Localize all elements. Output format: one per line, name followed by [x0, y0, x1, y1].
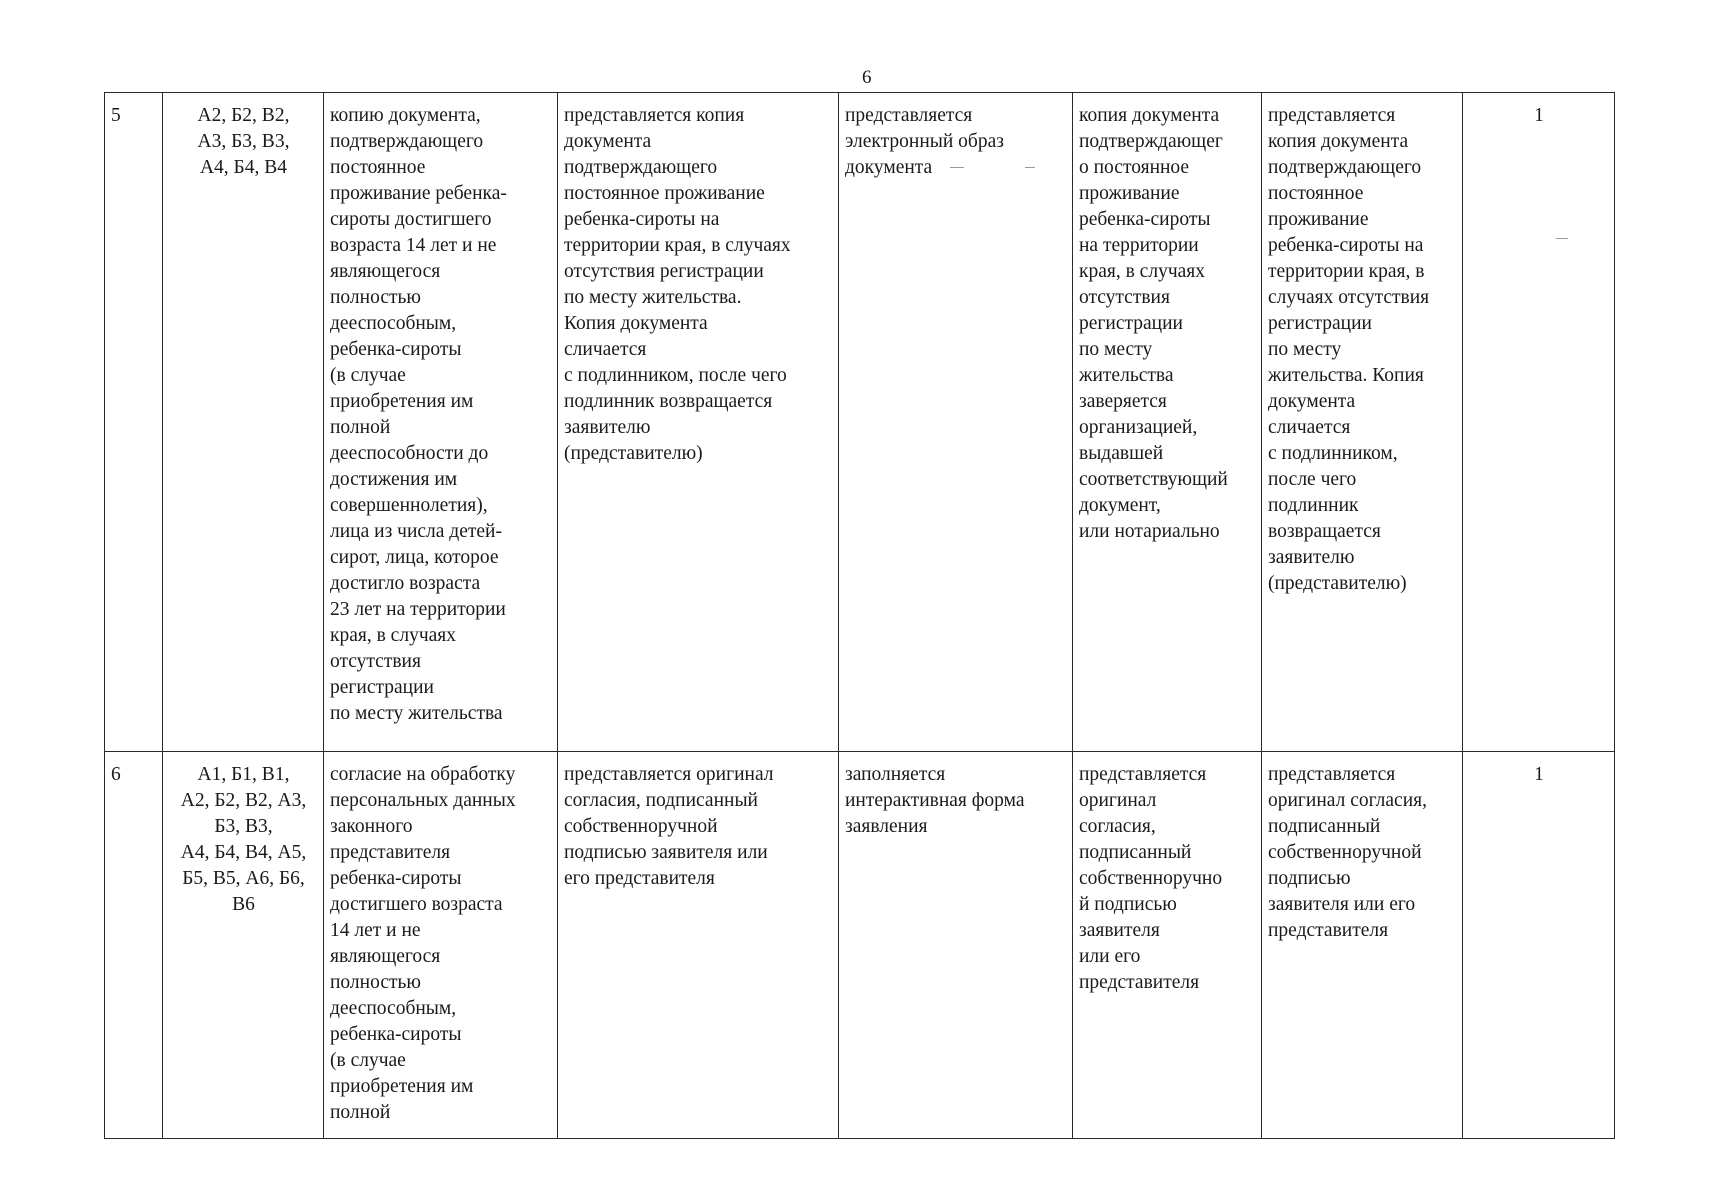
in-person-submission-cell	[558, 93, 839, 752]
electronic-submission: представляется электронный образ документа	[845, 105, 1004, 178]
scan-speck	[950, 167, 964, 168]
electronic-submission-cell	[839, 752, 1073, 1139]
row-number: 5	[111, 105, 121, 126]
document-name-cell	[324, 752, 558, 1139]
quantity-cell	[1463, 93, 1615, 752]
document-name: копию документа, подтверждающего постоянное проживание ребенка- сироты достигшего возраста 14 лет и не являющегося полностью дееспособным, ребенка-сироты (в случае приобретения им полной дееспособности до достижения им совершеннолетия), лица из числа детей- сирот, лица, которое достигло возраста 23 лет на территории края, в случаях отсутствия регистрации по месту жительства	[330, 105, 507, 724]
applicant-categories-cell	[163, 93, 324, 752]
mail-submission: представляется оригинал согласия, подписанный собственноручно й подписью заявителя или его представителя	[1079, 764, 1223, 993]
applicant-categories: A1, Б1, В1, A2, Б2, В2, A3, Б3, В3, A4, Б4, В4, A5, Б5, В5, A6, Б6, В6	[180, 764, 307, 915]
mail-submission-cell	[1073, 752, 1262, 1139]
mail-submission: копия документа подтверждающег о постоянное проживание ребенка-сироты на территории края, в случаях отсутствия регистрации по месту жительства заверяется организацией, выдавшей соответствующий документ, или нотариально	[1079, 105, 1228, 542]
row-number: 6	[111, 764, 121, 785]
quantity-cell	[1463, 752, 1615, 1139]
row-number-cell	[105, 752, 163, 1139]
document-name: согласие на обработку персональных данных законного представителя ребенка-сироты достигшего возраста 14 лет и не являющегося полностью дееспособным, ребенка-сироты (в случае приобретения им полной	[330, 764, 516, 1123]
applicant-categories: A2, Б2, В2, A3, Б3, В3, A4, Б4, В4	[197, 105, 290, 178]
document-name-cell	[324, 93, 558, 752]
mfc-submission: представляется копия документа подтверждающего постоянное проживание ребенка-сироты на территории края, в случаях отсутствия регистрации по месту жительства. Копия документа сличается с подлинником, после чего подлинник возвращается заявителю (представителю)	[1268, 105, 1430, 594]
mfc-submission-cell	[1262, 752, 1463, 1139]
scan-speck	[1556, 238, 1568, 239]
in-person-submission-cell	[558, 752, 839, 1139]
in-person-submission: представляется копия документа подтверждающего постоянное проживание ребенка-сироты на территории края, в случаях отсутствия регистрации по месту жительства. Копия документа сличается с подлинником, после чего подлинник возвращается заявителю (представителю)	[564, 105, 791, 464]
row-number-cell	[105, 93, 163, 752]
documents-table	[104, 92, 1615, 1139]
applicant-categories-cell	[163, 752, 324, 1139]
table-row	[105, 752, 1615, 1139]
in-person-submission: представляется оригинал согласия, подписанный собственноручной подписью заявителя или его представителя	[564, 764, 774, 889]
mfc-submission-cell	[1262, 93, 1463, 752]
scan-speck	[1025, 167, 1035, 168]
quantity: 1	[1534, 764, 1544, 785]
quantity: 1	[1534, 105, 1544, 126]
mail-submission-cell	[1073, 93, 1262, 752]
table-row	[105, 93, 1615, 752]
electronic-submission-cell	[839, 93, 1073, 752]
page-number: 6	[862, 67, 872, 88]
mfc-submission: представляется оригинал согласия, подписанный собственноручной подписью заявителя или его представителя	[1268, 764, 1427, 941]
electronic-submission: заполняется интерактивная форма заявления	[845, 764, 1025, 837]
